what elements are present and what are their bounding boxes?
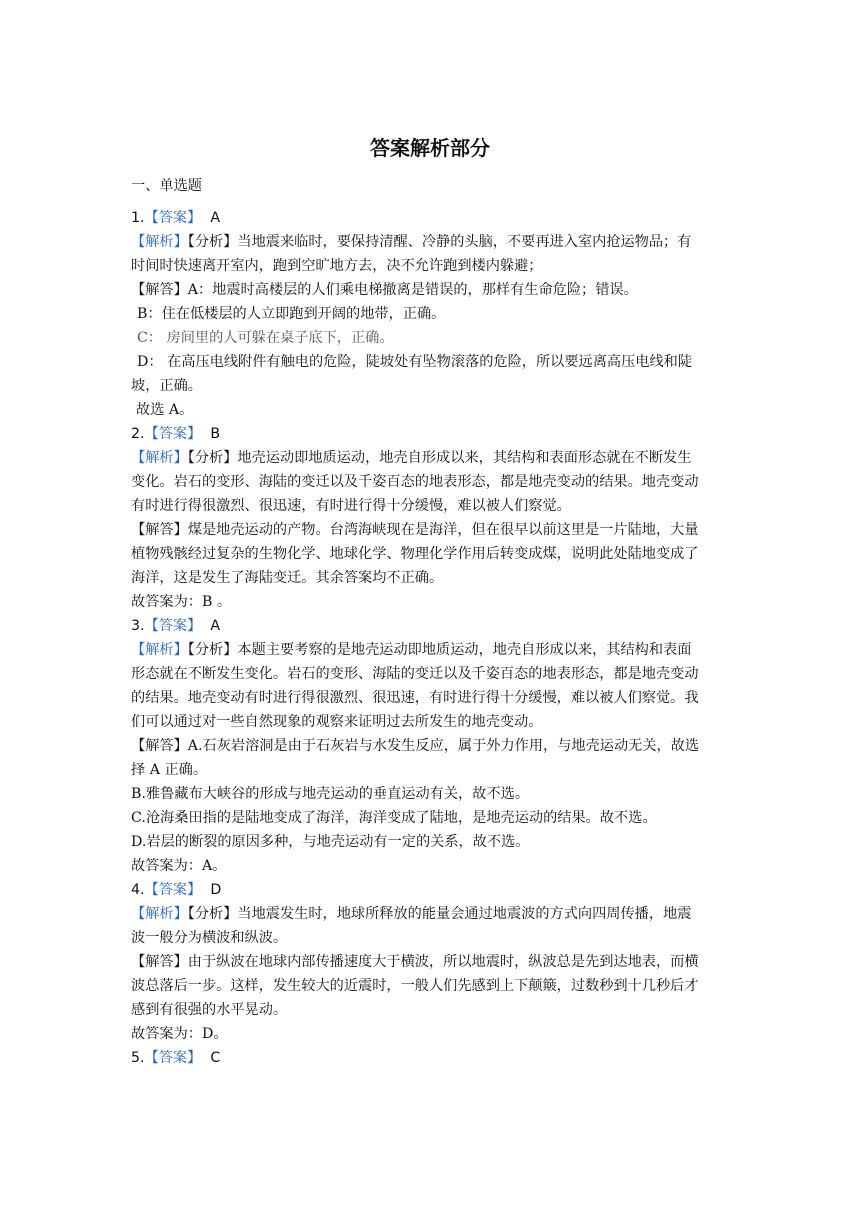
- q5-number: 5.: [131, 1050, 145, 1066]
- q3-analysis-text-3: 的结果。地壳变动有时进行得很激烈、很迅速，有时进行得十分缓慢，难以被人们察觉。我: [131, 690, 699, 706]
- q4-solve-2: 波总落后一步。这样，发生较大的近震时，一般人们先感到上下颠簸，过数秒到十几秒后才: [131, 978, 699, 994]
- q4-analysis-line: [131, 902, 731, 926]
- q2-solve-3: 海洋，这是发生了海陆变迁。其余答案均不正确。: [131, 570, 444, 586]
- q3-analysis-text-4: 们可以通过对一些自然现象的观察来证明过去所发生的地壳变动。: [131, 714, 543, 730]
- q2-answer: B: [210, 426, 221, 442]
- q1-solve-d-2: 坡，正确。: [131, 378, 202, 394]
- q3-answer: A: [210, 618, 221, 634]
- analysis-tag: 【解析】: [131, 906, 188, 922]
- q2-analysis-line: [131, 446, 731, 470]
- q4-analysis-text-2: 波一般分为横波和纵波。: [131, 930, 288, 946]
- q1-solve-b: B：住在低楼层的人立即跑到开阔的地带，正确。: [137, 306, 446, 322]
- q4-analysis-text: 【分析】当地震发生时，地球所释放的能量会通过地震波的方式向四周传播，地震: [187, 906, 692, 922]
- q3-analysis-text: 【分析】本题主要考察的是地壳运动即地质运动，地壳自形成以来，其结构和表面: [187, 642, 692, 658]
- q1-conclusion: 故选 A。: [136, 402, 194, 418]
- q5-answer: C: [210, 1050, 221, 1066]
- q3-solve-a-1: 【解答】A.石灰岩溶洞是由于石灰岩与水发生反应，属于外力作用，与地壳运动无关，故选: [131, 738, 700, 754]
- q2-analysis-text-3: 有时进行得很激烈、很迅速，有时进行得十分缓慢，难以被人们察觉。: [131, 498, 571, 514]
- q2-solve-1: 【解答】煤是地壳运动的产物。台湾海峡现在是海洋，但在很早以前这里是一片陆地，大量: [131, 522, 699, 538]
- answer-tag: 【答案】: [144, 210, 202, 226]
- q1-answer: A: [210, 210, 221, 226]
- q3-solve-d: D.岩层的断裂的原因多种，与地壳运动有一定的关系，故不选。: [131, 834, 530, 850]
- q3-number: 3.: [131, 618, 145, 634]
- answer-tag: 【答案】: [144, 618, 202, 634]
- q3-analysis-text-2: 形态就在不断发生变化。岩石的变形、海陆的变迁以及千姿百态的地表形态，都是地壳变动: [131, 666, 699, 682]
- analysis-tag: 【解析】: [131, 450, 188, 466]
- q5-answer-line: [131, 1046, 731, 1070]
- q1-solve-a: 【解答】A：地震时高楼层的人们乘电梯撤离是错误的，那样有生命危险；错误。: [131, 282, 638, 298]
- analysis-tag: 【解析】: [131, 234, 188, 250]
- q1-solve-d-1: D： 在高压电线附件有触电的危险，陡坡处有坠物滚落的危险，所以要远离高压电线和陡: [137, 354, 693, 370]
- q3-solve-c: C.沧海桑田指的是陆地变成了海洋，海洋变成了陆地，是地壳运动的结果。故不选。: [131, 810, 657, 826]
- page-title: 答案解析部分: [370, 136, 490, 160]
- q4-solve-1: 【解答】由于纵波在地球内部传播速度大于横波，所以地震时，纵波总是先到达地表，而横: [131, 954, 699, 970]
- q1-number: 1.: [131, 210, 145, 226]
- q2-analysis-text: 【分析】地壳运动即地质运动，地壳自形成以来，其结构和表面形态就在不断发生: [187, 450, 692, 466]
- q2-conclusion: 故答案为：B 。: [131, 594, 232, 610]
- q4-conclusion: 故答案为：D。: [131, 1026, 228, 1042]
- q3-analysis-line: [131, 638, 731, 662]
- q3-conclusion: 故答案为：A。: [131, 858, 227, 874]
- section-heading: 一、单选题: [131, 178, 202, 194]
- q3-solve-a-2: 择 A 正确。: [131, 762, 208, 778]
- q2-answer-line: [131, 422, 731, 446]
- analysis-tag: 【解析】: [131, 642, 188, 658]
- q4-solve-3: 感到有很强的水平晃动。: [131, 1002, 288, 1018]
- q2-solve-2: 植物残骸经过复杂的生物化学、地球化学、物理化学作用后转变成煤，说明此处陆地变成了: [131, 546, 699, 562]
- q3-solve-b: B.雅鲁藏布大峡谷的形成与地壳运动的垂直运动有关，故不选。: [131, 786, 530, 802]
- q1-analysis-line: [131, 230, 731, 254]
- q1-solve-c: C： 房间里的人可躲在桌子底下，正确。: [137, 330, 394, 346]
- q1-analysis-text-2: 时间时快速离开室内，跑到空旷地方去，决不允许跑到楼内躲避；: [131, 258, 543, 274]
- q4-number: 4.: [131, 882, 145, 898]
- answer-tag: 【答案】: [144, 882, 202, 898]
- q2-number: 2.: [131, 426, 145, 442]
- answer-tag: 【答案】: [144, 426, 202, 442]
- q2-analysis-text-2: 变化。岩石的变形、海陆的变迁以及千姿百态的地表形态，都是地壳变动的结果。地壳变动: [131, 474, 699, 490]
- q1-analysis-text: 【分析】当地震来临时，要保持清醒、冷静的头脑，不要再进入室内抢运物品；有: [187, 234, 692, 250]
- q1-answer-line: [131, 206, 731, 230]
- q4-answer-line: [131, 878, 731, 902]
- q4-answer: D: [210, 882, 222, 898]
- answer-tag: 【答案】: [144, 1050, 202, 1066]
- q3-answer-line: [131, 614, 731, 638]
